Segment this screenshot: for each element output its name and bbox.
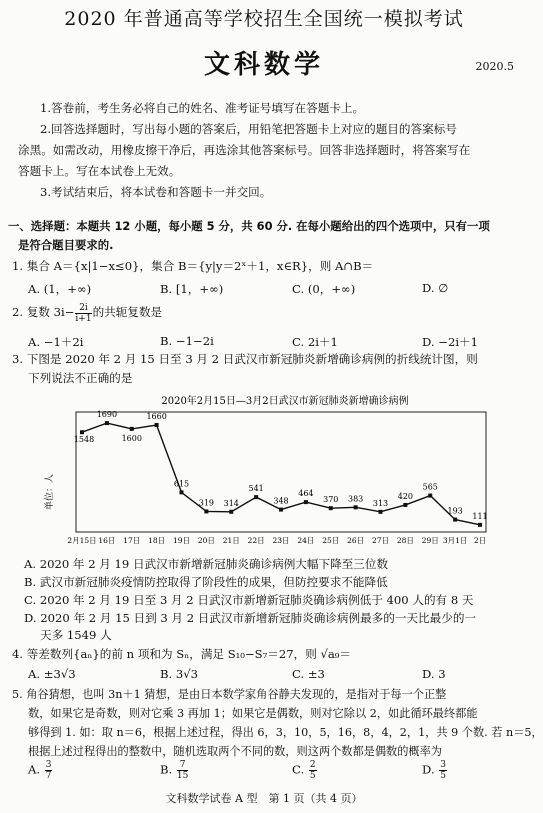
x-tick-label: 23日 xyxy=(272,536,290,545)
x-tick-label: 20日 xyxy=(197,536,215,545)
q2-option-a: A. −1＋2i xyxy=(28,335,84,349)
q4-option-a: A. ±3√3 xyxy=(28,667,76,681)
data-point xyxy=(229,510,233,514)
x-tick-label: 2日 xyxy=(473,536,487,545)
q4-option-c: C. ±3 xyxy=(292,667,325,681)
line-chart xyxy=(45,392,510,554)
data-point xyxy=(428,494,432,498)
q1-stem: 1. 集合 A＝{x|1−x≤0}，集合 B＝{y|y＝2ˣ＋1，x∈R}，则 A∩B＝ xyxy=(12,259,374,273)
q5-option-a xyxy=(28,760,53,781)
q5-d-den: 5 xyxy=(440,771,446,781)
q3-option-a: A. 2020 年 2 月 19 日武汉市新增新冠肺炎确诊病例大幅下降至三位数 xyxy=(24,557,389,571)
exam-title: 2020 年普通高等学校招生全国统一模拟考试 xyxy=(64,8,464,30)
q3-option-d: D. 2020 年 2 月 15 日到 3 月 2 日武汉市新增新冠肺炎确诊病例最多的一天比最少的一 xyxy=(24,611,477,625)
data-point xyxy=(478,523,482,527)
chart-frame xyxy=(73,412,486,532)
q1-option-b: B. [1，+∞) xyxy=(160,282,224,296)
q2-stem-pre: 2. 复数 3i− xyxy=(12,305,75,319)
y-axis-label: 单位：人 xyxy=(45,473,55,511)
q2-stem-post: 的共轭复数是 xyxy=(92,305,163,319)
q2-option-b: B. −1−2i xyxy=(160,334,214,348)
data-label: 1600 xyxy=(121,433,142,443)
q5-c-label: C. xyxy=(292,762,305,777)
data-label: 193 xyxy=(447,506,463,516)
q5-b-den: 15 xyxy=(176,771,189,781)
data-label: 383 xyxy=(347,494,364,504)
data-point xyxy=(80,430,84,434)
q5-d-label: D. xyxy=(422,762,435,777)
data-label: 314 xyxy=(223,498,239,508)
q4-option-d: D. 3 xyxy=(422,667,446,681)
subject-title: 文科数学 xyxy=(203,50,324,80)
q1-option-c: C. (0，+∞) xyxy=(292,282,356,296)
data-label: 1660 xyxy=(146,412,167,422)
chart-plot-area xyxy=(67,410,487,545)
data-point xyxy=(304,500,308,504)
q1-option-a: A. (1，+∞) xyxy=(28,282,92,296)
data-label: 541 xyxy=(248,484,264,494)
q5-b-num: 7 xyxy=(177,760,188,771)
q5-a-fraction xyxy=(45,760,53,781)
data-label: 1548 xyxy=(73,435,95,445)
q5-stem-2: 数，如果它是奇数，则对它乘 3 再加 1；如果它是偶数，则对它除以 2，如此循环最终都能 xyxy=(28,707,478,720)
data-point xyxy=(354,505,358,509)
note-2: 2.回答选择题时，写出每小题的答案后，用铅笔把答题卡上对应的题目的答案标号 xyxy=(40,122,457,136)
q5-option-c xyxy=(292,760,318,781)
q4-option-b: B. 3√3 xyxy=(160,667,199,681)
x-tick-label: 24日 xyxy=(297,536,315,545)
data-label: 1690 xyxy=(96,410,118,420)
q2-frac-den: i+1 xyxy=(75,313,92,324)
data-point xyxy=(329,506,333,510)
data-label: 348 xyxy=(273,496,289,506)
x-tick-label: 17日 xyxy=(123,536,141,545)
data-point xyxy=(130,427,134,431)
note-3: 3.考试结束后，将本试卷和答题卡一并交回。 xyxy=(40,185,272,199)
q2-option-c: C. 2i＋1 xyxy=(292,335,338,349)
q5-option-b xyxy=(160,760,189,781)
x-tick-label: 16日 xyxy=(98,536,116,545)
q2-option-d: D. −2i＋1 xyxy=(422,335,479,349)
section-heading: 一、选择题：本题共 12 小题，每小题 5 分，共 60 分. 在每小题给出的四个选项中，只有一项 xyxy=(8,219,490,233)
data-point xyxy=(180,490,184,494)
q4-stem: 4. 等差数列{aₙ}的前 n 项和为 Sₙ，满足 S₁₀−S₇＝27，则 √a₉＝ xyxy=(12,647,352,661)
q3-stem: 3. 下图是 2020 年 2 月 15 日至 3 月 2 日武汉市新冠肺炎新增确诊病例的折线统计图，则 xyxy=(12,352,478,366)
x-tick-label: 25日 xyxy=(322,536,340,545)
q5-c-fraction xyxy=(309,760,317,781)
q5-option-d xyxy=(422,760,448,781)
data-label: 420 xyxy=(397,491,414,501)
data-point xyxy=(453,518,457,522)
q2-frac-num: 2i xyxy=(75,303,91,314)
x-tick-label: 19日 xyxy=(172,536,191,545)
data-point xyxy=(204,509,208,513)
data-point xyxy=(105,421,109,425)
data-label: 111 xyxy=(472,511,488,521)
data-point xyxy=(403,503,407,507)
page-footer: 文科数学试卷 A 型 第 1 页（共 4 页） xyxy=(165,792,363,805)
q5-d-fraction xyxy=(439,760,447,781)
note-2-cont: 涂黑。如需改动，用橡皮擦干净后，再选涂其他答案标号。回答非选择题时，将答案写在 xyxy=(18,143,471,157)
x-tick-label: 3月1日 xyxy=(442,536,468,545)
q2-fraction xyxy=(75,303,91,324)
data-point xyxy=(155,423,159,427)
data-label: 464 xyxy=(298,489,314,499)
q5-d-num: 3 xyxy=(440,760,446,770)
note-2-cont2: 答题卡上。写在本试卷上无效。 xyxy=(18,164,181,178)
q5-b-fraction xyxy=(177,760,188,781)
q3-option-c: C. 2020 年 2 月 19 日至 3 月 2 日武汉市新增新冠肺炎确诊病例低于 400 人的有 8 天 xyxy=(24,593,474,607)
q5-b-label: B. xyxy=(160,762,173,777)
q5-a-den: 7 xyxy=(45,771,52,781)
q5-a-label: A. xyxy=(28,762,41,777)
data-point xyxy=(379,510,383,514)
q5-stem-3: 够得到 1. 如：取 n＝6，根据上述过程，得出 6，3，10，5，16，8，4，2，1，共 9 个数. 若 n＝5， xyxy=(28,726,543,739)
q5-stem-1: 5. 角谷猜想，也叫 3n＋1 猜想，是由日本数学家角谷静夫发现的，是指对于每一个正整 xyxy=(12,688,447,701)
section-heading-cont: 是符合题目要求的. xyxy=(18,238,114,252)
note-1: 1.答卷前，考生务必将自己的姓名、准考证号填写在答题卡上。 xyxy=(40,101,365,115)
data-label: 313 xyxy=(372,498,389,508)
data-label: 565 xyxy=(422,482,438,492)
q2-stem xyxy=(12,302,162,324)
data-point xyxy=(254,495,258,499)
x-tick-label: 21日 xyxy=(222,536,240,545)
q3-option-d-cont: 天多 1549 人 xyxy=(40,628,112,642)
x-tick-label: 27日 xyxy=(371,536,390,545)
data-point xyxy=(279,508,283,512)
data-label: 370 xyxy=(323,495,339,505)
x-tick-label: 28日 xyxy=(396,536,414,545)
x-tick-label: 2月15日 xyxy=(67,536,97,545)
q5-c-den: 5 xyxy=(309,771,316,781)
exam-date: 2020.5 xyxy=(475,60,514,73)
x-tick-label: 29日 xyxy=(421,536,439,545)
q5-stem-4: 根据上述过程得出的整数中，随机选取两个不同的数，则这两个数都是偶数的概率为 xyxy=(28,745,442,758)
x-tick-label: 26日 xyxy=(347,536,365,545)
x-tick-label: 22日 xyxy=(247,536,265,545)
q3-stem-cont: 下列说法不正确的是 xyxy=(28,371,133,385)
chart-title: 2020年2月15日—3月2日武汉市新冠肺炎新增确诊病例 xyxy=(161,396,409,407)
x-tick-label: 18日 xyxy=(148,536,166,545)
q1-option-d: D. ∅ xyxy=(422,281,449,295)
q5-c-num: 2 xyxy=(309,760,316,770)
q3-option-b: B. 武汉市新冠肺炎疫情防控取得了阶段性的成果，但防控要求不能降低 xyxy=(24,575,388,589)
q5-a-num: 3 xyxy=(45,760,52,770)
data-label: 319 xyxy=(198,498,215,508)
data-label: 615 xyxy=(173,479,190,489)
